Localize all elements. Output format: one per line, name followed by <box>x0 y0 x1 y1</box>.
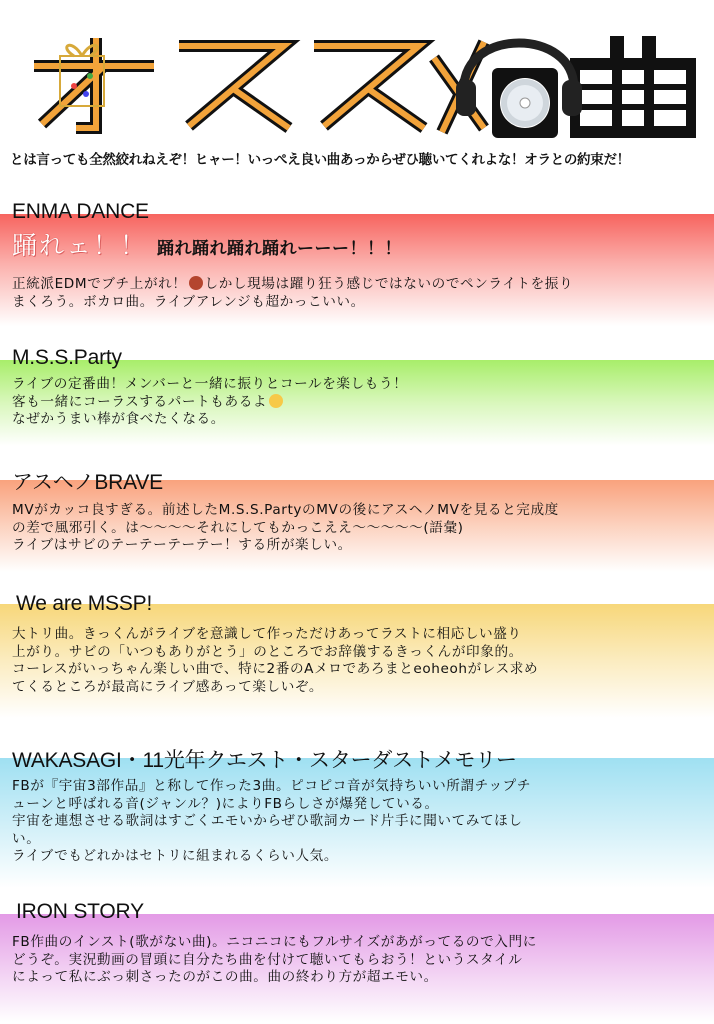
body-line: まくろう。ボカロ曲。ライブアレンジも超かっこいい。 <box>12 293 365 310</box>
body-line: ューンと呼ばれる音(ジャンル？)によりFBらしさが爆発している。 <box>12 795 439 812</box>
song-section-mss-party <box>0 342 714 446</box>
body-line: どうぞ。実況動画の冒頭に自分たち曲を付けて聴いてもらおう！というスタイル <box>12 951 523 968</box>
section-tagline <box>12 226 402 262</box>
section-body <box>12 778 702 866</box>
body-line: 正統派EDMでブチ上がれ！ しかし現場は躍り狂う感じではないのでペンライトを振り <box>12 276 574 292</box>
body-line: 大トリ曲。きっくんがライブを意識して作っただけあってラストに相応しい盛り <box>12 626 522 642</box>
song-section-enma-dance <box>0 196 714 324</box>
body-line: 宇宙を連想させる歌詞はすごくエモいからぜひ歌詞カード片手に聞いてみてほし <box>12 813 523 830</box>
body-line: 客も一緒にコーラスするパートもあるよ <box>12 394 702 412</box>
song-section-asuheno-brave <box>0 462 714 572</box>
song-section-we-are-mssp <box>0 588 714 718</box>
section-title: M.S.S.Party <box>12 346 122 369</box>
section-body <box>12 376 702 429</box>
body-line: 上がり。サビの「いつもありがとう」のところでお辞儀するきっくんが印象的。 <box>12 643 523 660</box>
section-title: We are MSSP! <box>16 592 153 615</box>
song-section-wakasagi <box>0 740 714 890</box>
body-line: なぜかうまい棒が食べたくなる。 <box>12 411 225 428</box>
body-line: ライブの定番曲！メンバーと一緒に振りとコールを楽しもう！ <box>12 376 408 392</box>
header <box>0 0 714 175</box>
dancer-emoji-icon <box>189 276 203 290</box>
no-glyph <box>492 68 558 138</box>
body-line: てくるところが最高にライブ感あって楽しいぞ。 <box>12 678 324 695</box>
kyoku-glyph <box>570 36 696 138</box>
section-body <box>12 934 702 987</box>
section-body <box>12 276 702 311</box>
body-line: FB作曲のインスト(歌がない曲)。ニコニコにもフルサイズがあがってるので入門に <box>12 934 537 950</box>
section-title: アスヘノBRAVE <box>12 471 163 494</box>
body-line: FBが『宇宙3部作品』と称して作った3曲。ピコピコ音が気持ちいい所謂チップチ <box>12 778 532 794</box>
body-line: ライブはサビのテーテーテーテー！する所が楽しい。 <box>12 537 352 554</box>
section-body <box>12 626 702 696</box>
section-title: WAKASAGI・11光年クエスト・スターダストメモリー <box>12 749 517 772</box>
section-body <box>12 502 702 555</box>
song-section-iron-story <box>0 898 714 1022</box>
body-line: MVがカッコ良すぎる。前述したM.S.S.PartyのMVの後にアスヘノMVを見ると完成度 <box>12 502 559 518</box>
page-title-banner <box>14 28 704 142</box>
body-line: の差で風邪引く。は～～～～それにしてもかっこええ～～～～～(語彙) <box>12 519 464 536</box>
tagline-small: 踊れ踊れ踊れ踊れーーー！！！ <box>157 239 403 259</box>
tagline-big: 踊れェ！！ <box>12 231 148 260</box>
smile-emoji-icon <box>269 394 283 408</box>
body-line: ライブでもどれかはセトリに組まれるくらい人気。 <box>12 848 339 865</box>
section-title: IRON STORY <box>16 900 144 923</box>
body-line: によって私にぶっ刺さったのがこの曲。曲の終わり方が超エモい。 <box>12 969 438 986</box>
body-line: コーレスがいっちゃん楽しい曲で、特に2番のAメロであろまとeoheohがレス求め <box>12 661 539 678</box>
section-title: ENMA DANCE <box>12 200 149 223</box>
page-title-graphic <box>14 28 704 142</box>
page-subtitle: とは言っても全然絞れねえぞ！ヒャー！いっぺえ良い曲あっからぜひ聴いてくれよな！オラとの約束だ！ <box>10 152 630 168</box>
body-line: い。 <box>12 830 41 847</box>
